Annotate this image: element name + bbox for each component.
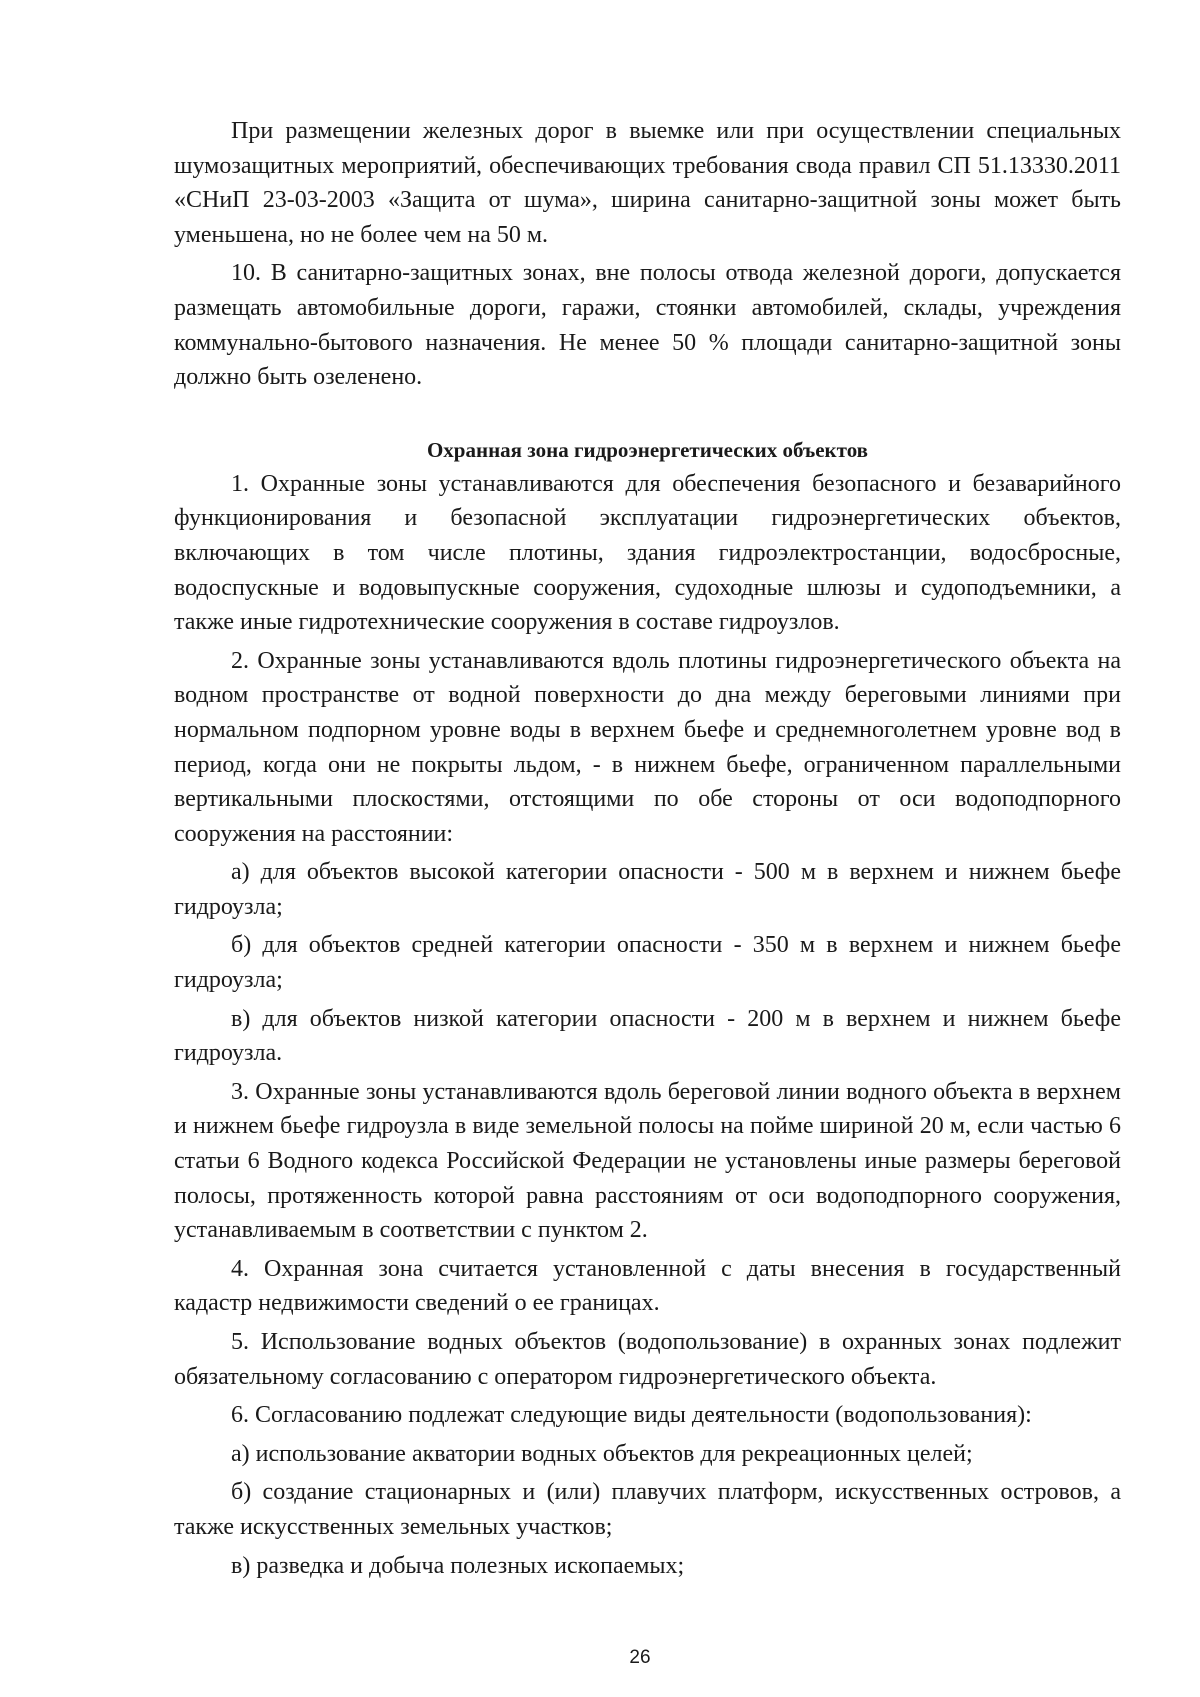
paragraph-item-4: 4. Охранная зона считается установленной с даты внесения в государственный кадастр недвижимости сведений о ее границах. — [174, 1255, 1121, 1317]
paragraph-item-2c: в) для объектов низкой категории опасности - 200 м в верхнем и нижнем бьефе гидроузла. — [174, 1005, 1121, 1067]
section-heading: Охранная зона гидроэнергетических объектов — [426, 437, 869, 462]
paragraph-item-6b: б) создание стационарных и (или) плавучих платформ, искусственных островов, а также искусственных земельных участков; — [174, 1479, 1121, 1540]
paragraph-item-3: 3. Охранные зоны устанавливаются вдоль береговой линии водного объекта в верхнем и нижнем бьефе гидроузла в виде земельной полосы на пойме шириной 20 м, если частью 6 статьи 6 Водного кодекса Российской Федерации не установлены иные размеры береговой полосы, протяженность которой равна расстояниям от оси водоподпорного сооружения, устанавливаемым в соответствии с пунктом 2. — [174, 1078, 1121, 1244]
paragraph-item-6: 6. Согласованию подлежат следующие виды деятельности (водопользования): — [231, 1402, 1032, 1429]
section-spacer — [174, 395, 1121, 433]
paragraph-item-6c: в) разведка и добыча полезных ископаемых; — [231, 1552, 685, 1579]
paragraph-item-10: 10. В санитарно-защитных зонах, вне полосы отвода железной дороги, допускается размещать автомобильные дороги, гаражи, стоянки автомобилей, склады, учреждения коммунально-бытового назначения. Не менее 50 % площади санитарно-защитной зоны должно быть озеленено. — [174, 260, 1121, 391]
paragraph-item-6a: а) использование акватории водных объектов для рекреационных целей; — [231, 1440, 973, 1467]
page-body — [174, 114, 1121, 1583]
paragraph-item-2b: б) для объектов средней категории опасности - 350 м в верхнем и нижнем бьефе гидроузла; — [174, 932, 1121, 994]
paragraph-item-5: 5. Использование водных объектов (водопользование) в охранных зонах подлежит обязательному согласованию с оператором гидроэнергетического объекта. — [174, 1329, 1121, 1390]
paragraph-noise-protection: При размещении железных дорог в выемке или при осуществлении специальных шумозащитных мероприятий, обеспечивающих требования свода правил СП 51.13330.2011 «СНиП 23-03-2003 «Защита от шума», ширина санитарно-защитной зоны может быть уменьшена, но не более чем на 50 м. — [174, 118, 1121, 248]
page-number: 26 — [629, 1647, 651, 1668]
paragraph-item-1: 1. Охранные зоны устанавливаются для обеспечения безопасного и безаварийного функционирования и безопасной эксплуатации гидроэнергетических объектов, включающих в том числе плотины, здания гидроэлектростанции, водосбросные, водоспускные и водовыпускные сооружения, судоходные шлюзы и судоподъемники, а также иные гидротехнические сооружения в составе гидроузлов. — [174, 470, 1121, 636]
paragraph-item-2a: а) для объектов высокой категории опасности - 500 м в верхнем и нижнем бьефе гидроузла; — [174, 859, 1121, 920]
paragraph-item-2: 2. Охранные зоны устанавливаются вдоль плотины гидроэнергетического объекта на водном пространстве от водной поверхности до дна между береговыми линиями при нормальном подпорном уровне воды в верхнем бьефе и среднемноголетнем уровне вод в период, когда они не покрыты льдом, - в нижнем бьефе, ограниченном параллельными вертикальными плоскостями, отстоящими по обе стороны от оси водоподпорного сооружения на расстоянии: — [174, 647, 1121, 847]
